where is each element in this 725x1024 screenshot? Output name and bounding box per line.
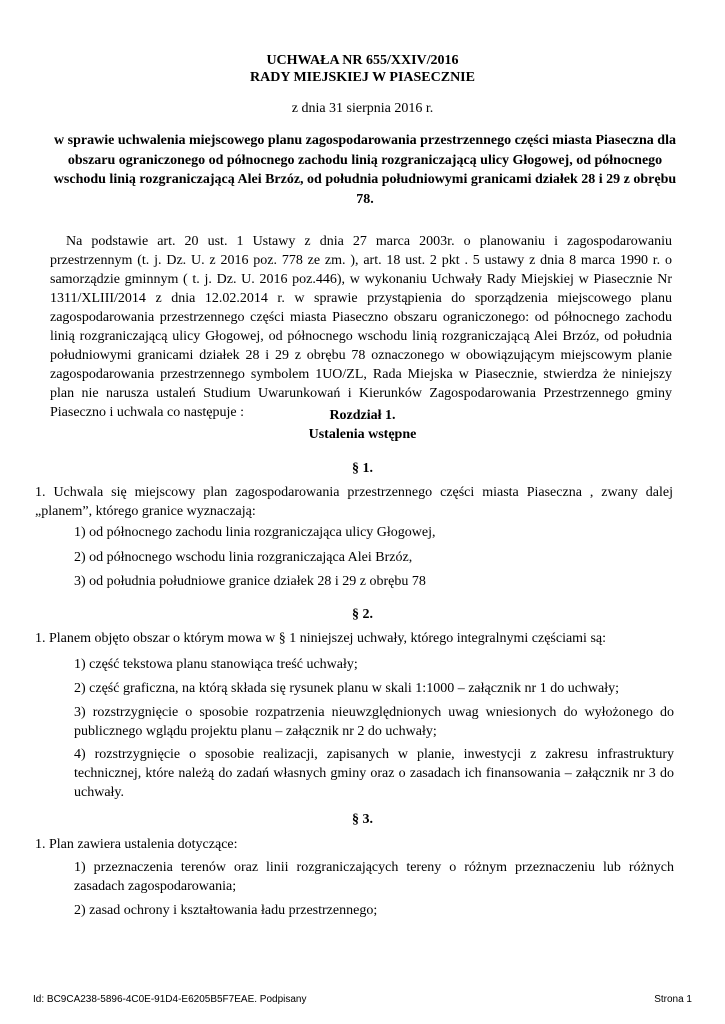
section-2-intro: 1. Planem objęto obszar o którym mowa w § 1 niniejszej uchwały, którego integralnymi częściami są: — [35, 631, 606, 646]
preamble-paragraph: Na podstawie art. 20 ust. 1 Ustawy z dnia 27 marca 2003r. o planowaniu i zagospodarowaniu przestrzennym (t. j. Dz. U. z 2016 poz. 778 ze zm. ), art. 18 ust. 2 pkt . 5 ustawy z dnia 8 marca 1990 r. o samorządzie gminnym ( t. j. Dz. U. 2016 poz.446), w wykonaniu Uchwały Rady Miejskiej w Piasecznie Nr 1311/XLIII/2014 z dnia 12.02.2014 r. w sprawie przystąpienia do sporządzenia miejscowego planu zagospodarowania przestrzennego części miasta Piaseczno obszaru ograniczonego: od północnego zachodu linią rozgraniczającą ulicy Głogowej, od północnego wschodu linią rozgraniczającą Alei Brzóz, od południa południowymi granicami działek 28 i 29 z obrębu 78 oznaczonego w obowiązującym miejscowym planie zagospodarowania przestrzennego symbolem 1UO/ZL, Rada Miejska w Piasecznie, stwierdza że niniejszy plan nie narusza ustaleń Studium Uwarunkowań i Kierunków Zagospodarowania Przestrzennego gminy Piaseczno i uchwala co następuje : — [50, 234, 672, 420]
section-3-item: 2) zasad ochrony i kształtowania ładu przestrzennego; — [74, 903, 378, 918]
chapter-title: Ustalenia wstępne — [308, 427, 417, 442]
document-id-footer: Id: BC9CA238-5896-4C0E-91D4-E6205B5F7EAE. Podpisany — [33, 994, 307, 1005]
chapter-heading — [0, 406, 725, 444]
section-3-mark: § 3. — [352, 812, 373, 827]
section-2-item: 3) rozstrzygnięcie o sposobie rozpatrzenia nieuwzględnionych uwag wniesionych do wyłożonego do publicznego wglądu projektu planu – załącznik nr 2 do uchwały; — [74, 705, 674, 739]
section-2-mark: § 2. — [352, 607, 373, 622]
page-number: Strona 1 — [654, 994, 692, 1005]
section-3-intro: 1. Plan zawiera ustalenia dotyczące: — [35, 837, 238, 852]
section-1-intro: 1. Uchwala się miejscowy plan zagospodarowania przestrzennego części miasta Piaseczna , zwany dalej „planem”, którego granice wyznaczają: — [35, 485, 673, 519]
title-line-1: UCHWAŁA NR 655/XXIV/2016 — [266, 53, 459, 68]
section-1-item: 3) od południa południowe granice działek 28 i 29 z obrębu 78 — [74, 574, 426, 589]
section-2-item: 2) część graficzna, na którą składa się rysunek planu w skali 1:1000 – załącznik nr 1 do uchwały; — [74, 681, 620, 696]
chapter-number: Rozdział 1. — [329, 408, 396, 423]
section-2-item: 4) rozstrzygnięcie o sposobie realizacji, zapisanych w planie, inwestycji z zakresu infrastruktury technicznej, które należą do zadań własnych gminy oraz o zasadach ich finansowania – załącznik nr 3 do uchwały. — [74, 747, 674, 800]
section-1-mark: § 1. — [352, 461, 373, 476]
resolution-title — [0, 52, 725, 86]
section-1-item: 1) od północnego zachodu linia rozgraniczająca ulicy Głogowej, — [74, 525, 436, 540]
title-line-2: RADY MIEJSKIEJ W PIASECZNIE — [250, 70, 475, 85]
resolution-subject: w sprawie uchwalenia miejscowego planu zagospodarowania przestrzennego części miasta Piaseczna dla obszaru ograniczonego od północnego zachodu linią rozgraniczającą ulicy Głogowej, od północnego wschodu linią rozgraniczającą Alei Brzóz, od południa południowymi granicami działek 28 i 29 z obrębu 78. — [53, 133, 677, 207]
section-1-item: 2) od północnego wschodu linia rozgraniczająca Alei Brzóz, — [74, 550, 413, 565]
section-3-item: 1) przeznaczenia terenów oraz linii rozgraniczających tereny o różnym przeznaczeniu lub różnych zasadach zagospodarowania; — [74, 860, 674, 894]
resolution-date: z dnia 31 sierpnia 2016 r. — [291, 101, 434, 116]
section-2-item: 1) część tekstowa planu stanowiąca treść uchwały; — [74, 657, 358, 672]
